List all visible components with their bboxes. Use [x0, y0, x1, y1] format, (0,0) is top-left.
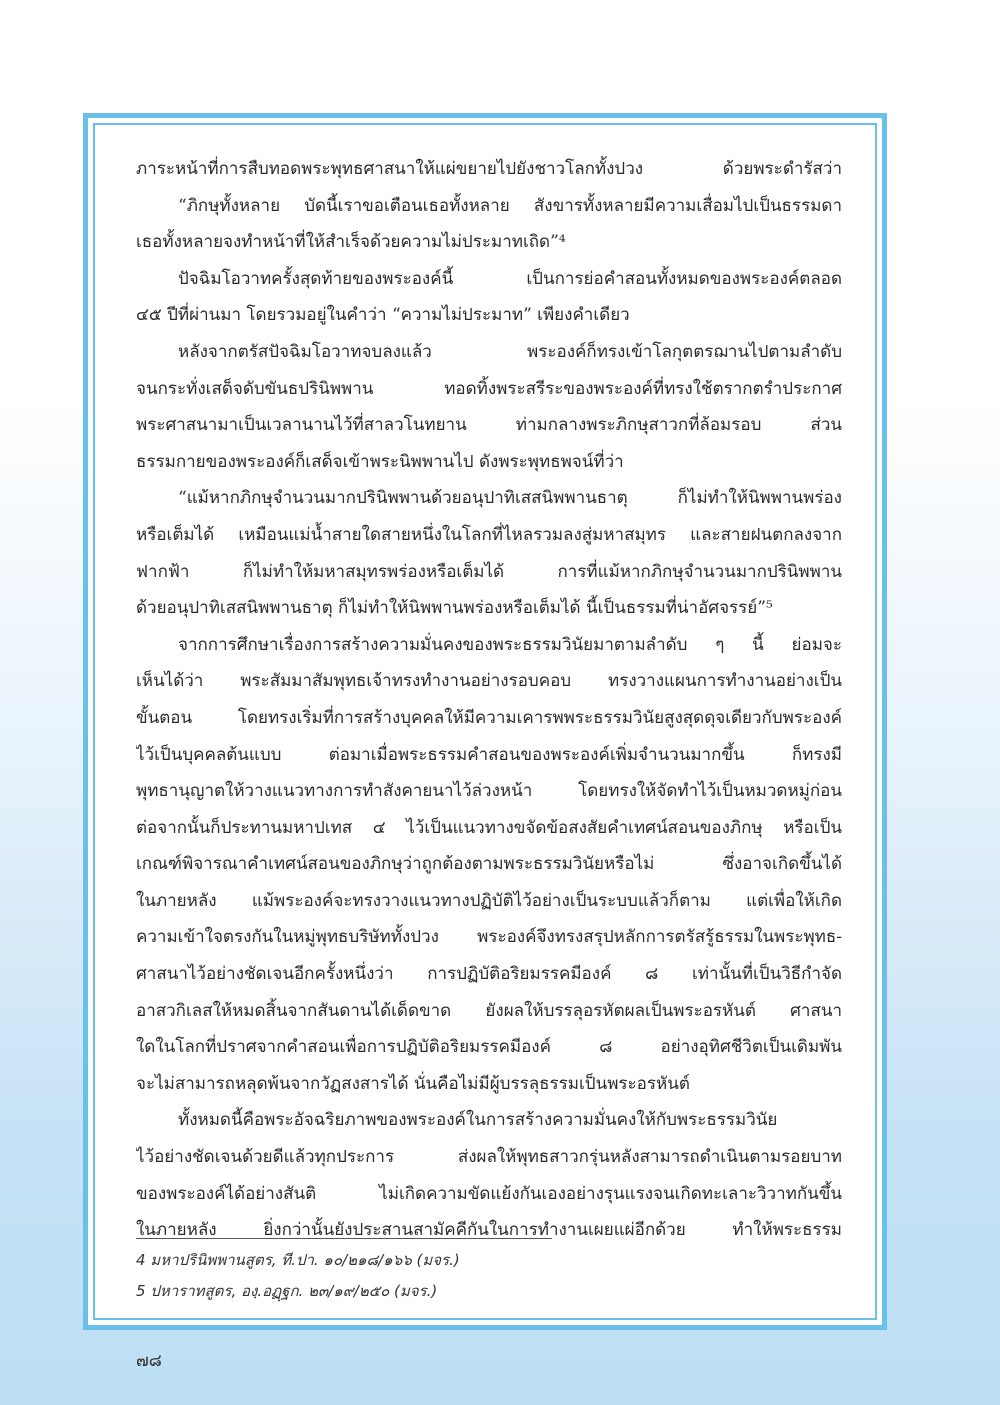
text-line: ต่อจากนั้นก็ประทานมหาปเทส ๔ ไว้เป็นแนวทางขจัดข้อสงสัยคำเทศน์สอนของภิกษุ หรือเป็น — [136, 817, 842, 838]
text-line: เกณฑ์พิจารณาคำเทศน์สอนของภิกษุว่าถูกต้องตามพระธรรมวินัยหรือไม่ ซึ่งอาจเกิดขึ้นได้ — [136, 854, 842, 875]
text-line: เห็นได้ว่า พระสัมมาสัมพุทธเจ้าทรงทำงานอย่างรอบคอบ ทรงวางแผนการทำงานอย่างเป็น — [136, 671, 842, 692]
text-line: ศาสนาไว้อย่างชัดเจนอีกครั้งหนึ่งว่า การปฏิบัติอริยมรรคมีองค์ ๘ เท่านั้นที่เป็นวิธีกำจัด — [136, 964, 842, 985]
body-text — [136, 151, 842, 1249]
text-line: ความเข้าใจตรงกันในหมู่พุทธบริษัททั้งปวง พระองค์จึงทรงสรุปหลักการตรัสรู้ธรรมในพระพุทธ- — [136, 927, 842, 948]
text-line: ทั้งหมดนี้คือพระอัจฉริยภาพของพระองค์ในการสร้างความมั่นคงให้กับพระธรรมวินัย — [178, 1110, 778, 1131]
text-line: จะไม่สามารถหลุดพ้นจากวัฏสงสารได้ นั่นคือไม่มีผู้บรรลุธรรมเป็นพระอรหันต์ — [136, 1073, 690, 1094]
text-line: ด้วยอนุปาทิเสสนิพพานธาตุ ก็ไม่ทำให้นิพพานพร่องหรือเต็มได้ นี้เป็นธรรมที่น่าอัศจรรย์”⁵ — [136, 598, 773, 619]
text-line: ๔๕ ปีที่ผ่านมา โดยรวมอยู่ในคำว่า “ความไม่ประมาท” เพียงคำเดียว — [136, 305, 630, 326]
page-number: ๗๘ — [136, 1351, 162, 1371]
text-line: หรือเต็มได้ เหมือนแม่น้ำสายใดสายหนึ่งในโลกที่ไหลรวมลงสู่มหาสมุทร และสายฝนตกลงจาก — [136, 524, 842, 545]
text-line: ในภายหลัง แม้พระองค์จะทรงวางแนวทางปฏิบัติไว้อย่างเป็นระบบแล้วก็ตาม แต่เพื่อให้เกิด — [136, 890, 842, 911]
text-line: ไว้เป็นบุคคลต้นแบบ ต่อมาเมื่อพระธรรมคำสอนของพระองค์เพิ่มจำนวนมากขึ้น ก็ทรงมี — [136, 744, 842, 765]
text-line: ปัจฉิมโอวาทครั้งสุดท้ายของพระองค์นี้ เป็นการย่อคำสอนทั้งหมดของพระองค์ตลอด — [178, 268, 842, 289]
text-line: ขั้นตอน โดยทรงเริ่มที่การสร้างบุคคลให้มีความเคารพพระธรรมวินัยสูงสุดดุจเดียวกับพระองค์ — [136, 707, 842, 728]
text-line: ของพระองค์ได้อย่างสันติ ไม่เกิดความขัดแย้งกันเองอย่างรุนแรงจนเกิดทะเลาะวิวาทกันขึ้น — [136, 1183, 842, 1204]
footnotes — [136, 1245, 460, 1307]
footnote-divider — [136, 1238, 552, 1239]
text-line: ไว้อย่างชัดเจนด้วยดีแล้วทุกประการ ส่งผลให้พุทธสาวกรุ่นหลังสามารถดำเนินตามรอยบาท — [136, 1147, 842, 1168]
text-line: ในภายหลัง ยิ่งกว่านั้นยังประสานสามัคคีกันในการทำงานเผยแผ่อีกด้วย ทำให้พระธรรม — [136, 1220, 842, 1241]
footnote-5: 5 ปหาราทสูตร, องฺ.อฏฺฐก. ๒๓/๑๙/๒๕๐ (มจร.) — [136, 1282, 438, 1300]
text-line: พระศาสนามาเป็นเวลานานไว้ที่สาลวโนทยาน ท่ามกลางพระภิกษุสาวกที่ล้อมรอบ ส่วน — [136, 415, 842, 436]
text-line: หลังจากตรัสปัจฉิมโอวาทจบลงแล้ว พระองค์ก็ทรงเข้าโลกุตตรฌานไปตามลำดับ — [178, 341, 842, 362]
text-line: พุทธานุญาตให้วางแนวทางการทำสังคายนาไว้ล่วงหน้า โดยทรงให้จัดทำไว้เป็นหมวดหมู่ก่อน — [136, 781, 842, 802]
text-line: “ภิกษุทั้งหลาย บัดนี้เราขอเตือนเธอทั้งหลาย สังขารทั้งหลายมีความเสื่อมไปเป็นธรรมดา — [178, 195, 842, 216]
text-line: “แม้หากภิกษุจำนวนมากปรินิพพานด้วยอนุปาทิเสสนิพพานธาตุ ก็ไม่ทำให้นิพพานพร่อง — [178, 488, 842, 509]
text-line: ภาระหน้าที่การสืบทอดพระพุทธศาสนาให้แผ่ขยายไปยังชาวโลกทั้งปวง ด้วยพระดำรัสว่า — [136, 159, 842, 179]
text-line: ใดในโลกที่ปราศจากคำสอนเพื่อการปฏิบัติอริยมรรคมีองค์ ๘ อย่างอุทิศชีวิตเป็นเดิมพัน — [136, 1037, 842, 1058]
footnote-4: 4 มหาปรินิพพานสูตร, ที.ปา. ๑๐/๒๑๘/๑๖๖ (มจร.) — [136, 1251, 460, 1269]
text-line: ฟากฟ้า ก็ไม่ทำให้มหาสมุทรพร่องหรือเต็มได้ การที่แม้หากภิกษุจำนวนมากปรินิพพาน — [136, 561, 842, 582]
text-line: จนกระทั่งเสด็จดับขันธปรินิพพาน ทอดทิ้งพระสรีระของพระองค์ที่ทรงใช้ตรากตรำประกาศ — [136, 378, 842, 399]
text-line: จากการศึกษาเรื่องการสร้างความมั่นคงของพระธรรมวินัยมาตามลำดับ ๆ นี้ ย่อมจะ — [178, 634, 842, 655]
text-line: อาสวกิเลสให้หมดสิ้นจากสันดานได้เด็ดขาด ยังผลให้บรรลุอรหัตผลเป็นพระอรหันต์ ศาสนา — [136, 1000, 842, 1021]
text-line: ธรรมกายของพระองค์ก็เสด็จเข้าพระนิพพานไป ดังพระพุทธพจน์ที่ว่า — [136, 451, 624, 472]
text-line: เธอทั้งหลายจงทำหน้าที่ให้สำเร็จด้วยความไม่ประมาทเถิด”⁴ — [136, 232, 566, 253]
